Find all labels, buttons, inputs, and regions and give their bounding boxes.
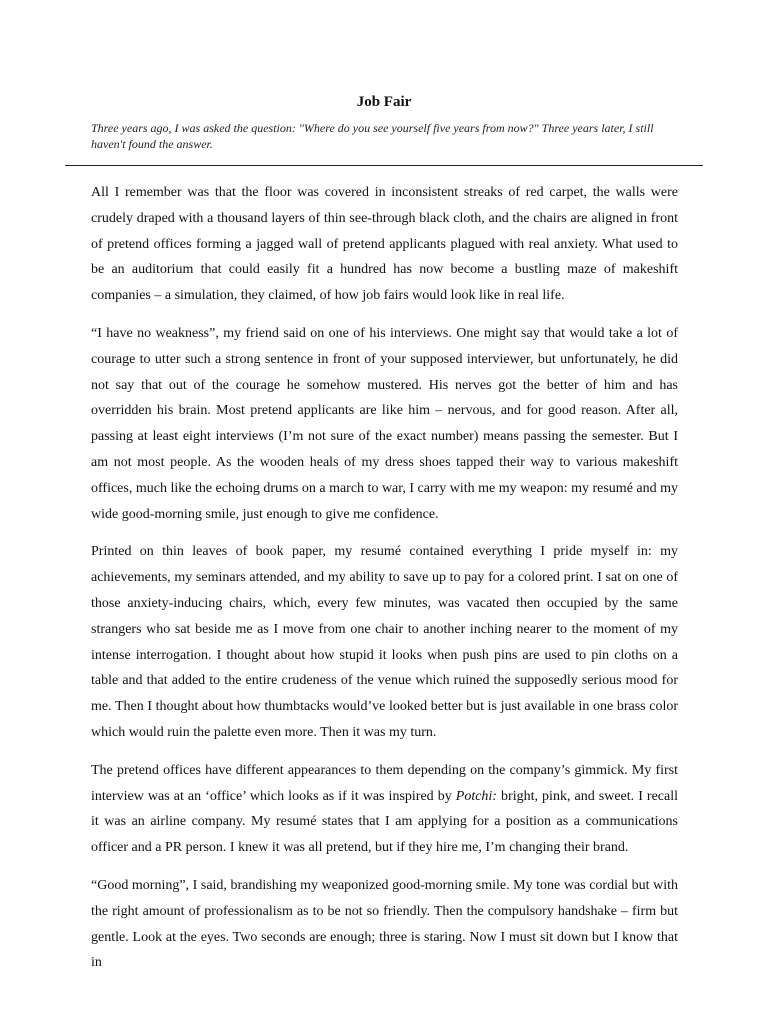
title-divider bbox=[65, 165, 703, 166]
paragraph-4 bbox=[91, 758, 678, 861]
document-title: Job Fair bbox=[356, 94, 412, 110]
paragraph-4-text-before: The pretend offices have different appearances to them depending on the company’s gimmick. My first interview was at an ‘office’ which looks as if it was inspired by bbox=[91, 762, 678, 804]
paragraph-1: All I remember was that the floor was covered in inconsistent streaks of red carpet, the walls were crudely draped with a thousand layers of thin see-through black cloth, and the chairs are aligned in front of pretend offices forming a jagged wall of pretend applicants plagued with real anxiety. What used to be an auditorium that could easily fit a hundred has now become a bustling maze of makeshift companies – a simulation, they claimed, of how job fairs would look like in real life. bbox=[91, 185, 678, 304]
paragraph-3: Printed on thin leaves of book paper, my resumé contained everything I pride myself in: my achievements, my seminars attended, and my ability to save up to pay for a colored print. I sat on one of those anxiety-inducing chairs, which, every few minutes, was vacated then occupied by the same strangers who sat beside me as I move from one chair to another inching nearer to the moment of my intense interrogation. I thought about how stupid it looks when push pins are used to pin cloths on a table and that added to the entire crudeness of the venue which ruined the supposedly serious mood for me. Then I thought about how thumbtacks would’ve looked better but is just available in one brass color which would ruin the palette even more. Then it was my turn. bbox=[91, 544, 678, 740]
paragraph-4-text-after: bright, pink, and sweet. I recall it was an airline company. My resumé states that I am applying for a position as a communications officer and a PR person. I knew it was all pretend, but if they hire me, I’m changing their brand. bbox=[91, 788, 678, 856]
paragraph-2: “I have no weakness”, my friend said on one of his interviews. One might say that would take a lot of courage to utter such a strong sentence in front of your supposed interviewer, but unfortunately, he did not say that out of the courage he somehow mustered. His nerves got the better of him and has overridden his brain. Most pretend applicants are like him – nervous, and for good reason. After all, passing at least eight interviews (I’m not sure of the exact number) means passing the semester. But I am not most people. As the wooden heals of my dress shoes tapped their way to various makeshift offices, much like the echoing drums on a march to war, I carry with me my weapon: my resumé and my wide good-morning smile, just enough to give me confidence. bbox=[91, 325, 679, 522]
document-subtitle: Three years ago, I was asked the question: "Where do you see yourself five years from now?" Three years later, I still haven't found the answer. bbox=[91, 121, 654, 151]
document-body bbox=[91, 180, 678, 988]
paragraph-5: “Good morning”, I said, brandishing my weaponized good-morning smile. My tone was cordial but with the right amount of professionalism as to be not so friendly. Then the compulsory handshake – firm but gentle. Look at the eyes. Two seconds are enough; three is staring. Now I must sit down but I know that in bbox=[91, 877, 678, 971]
paragraph-4-italic-term: Potchi: bbox=[455, 788, 497, 804]
